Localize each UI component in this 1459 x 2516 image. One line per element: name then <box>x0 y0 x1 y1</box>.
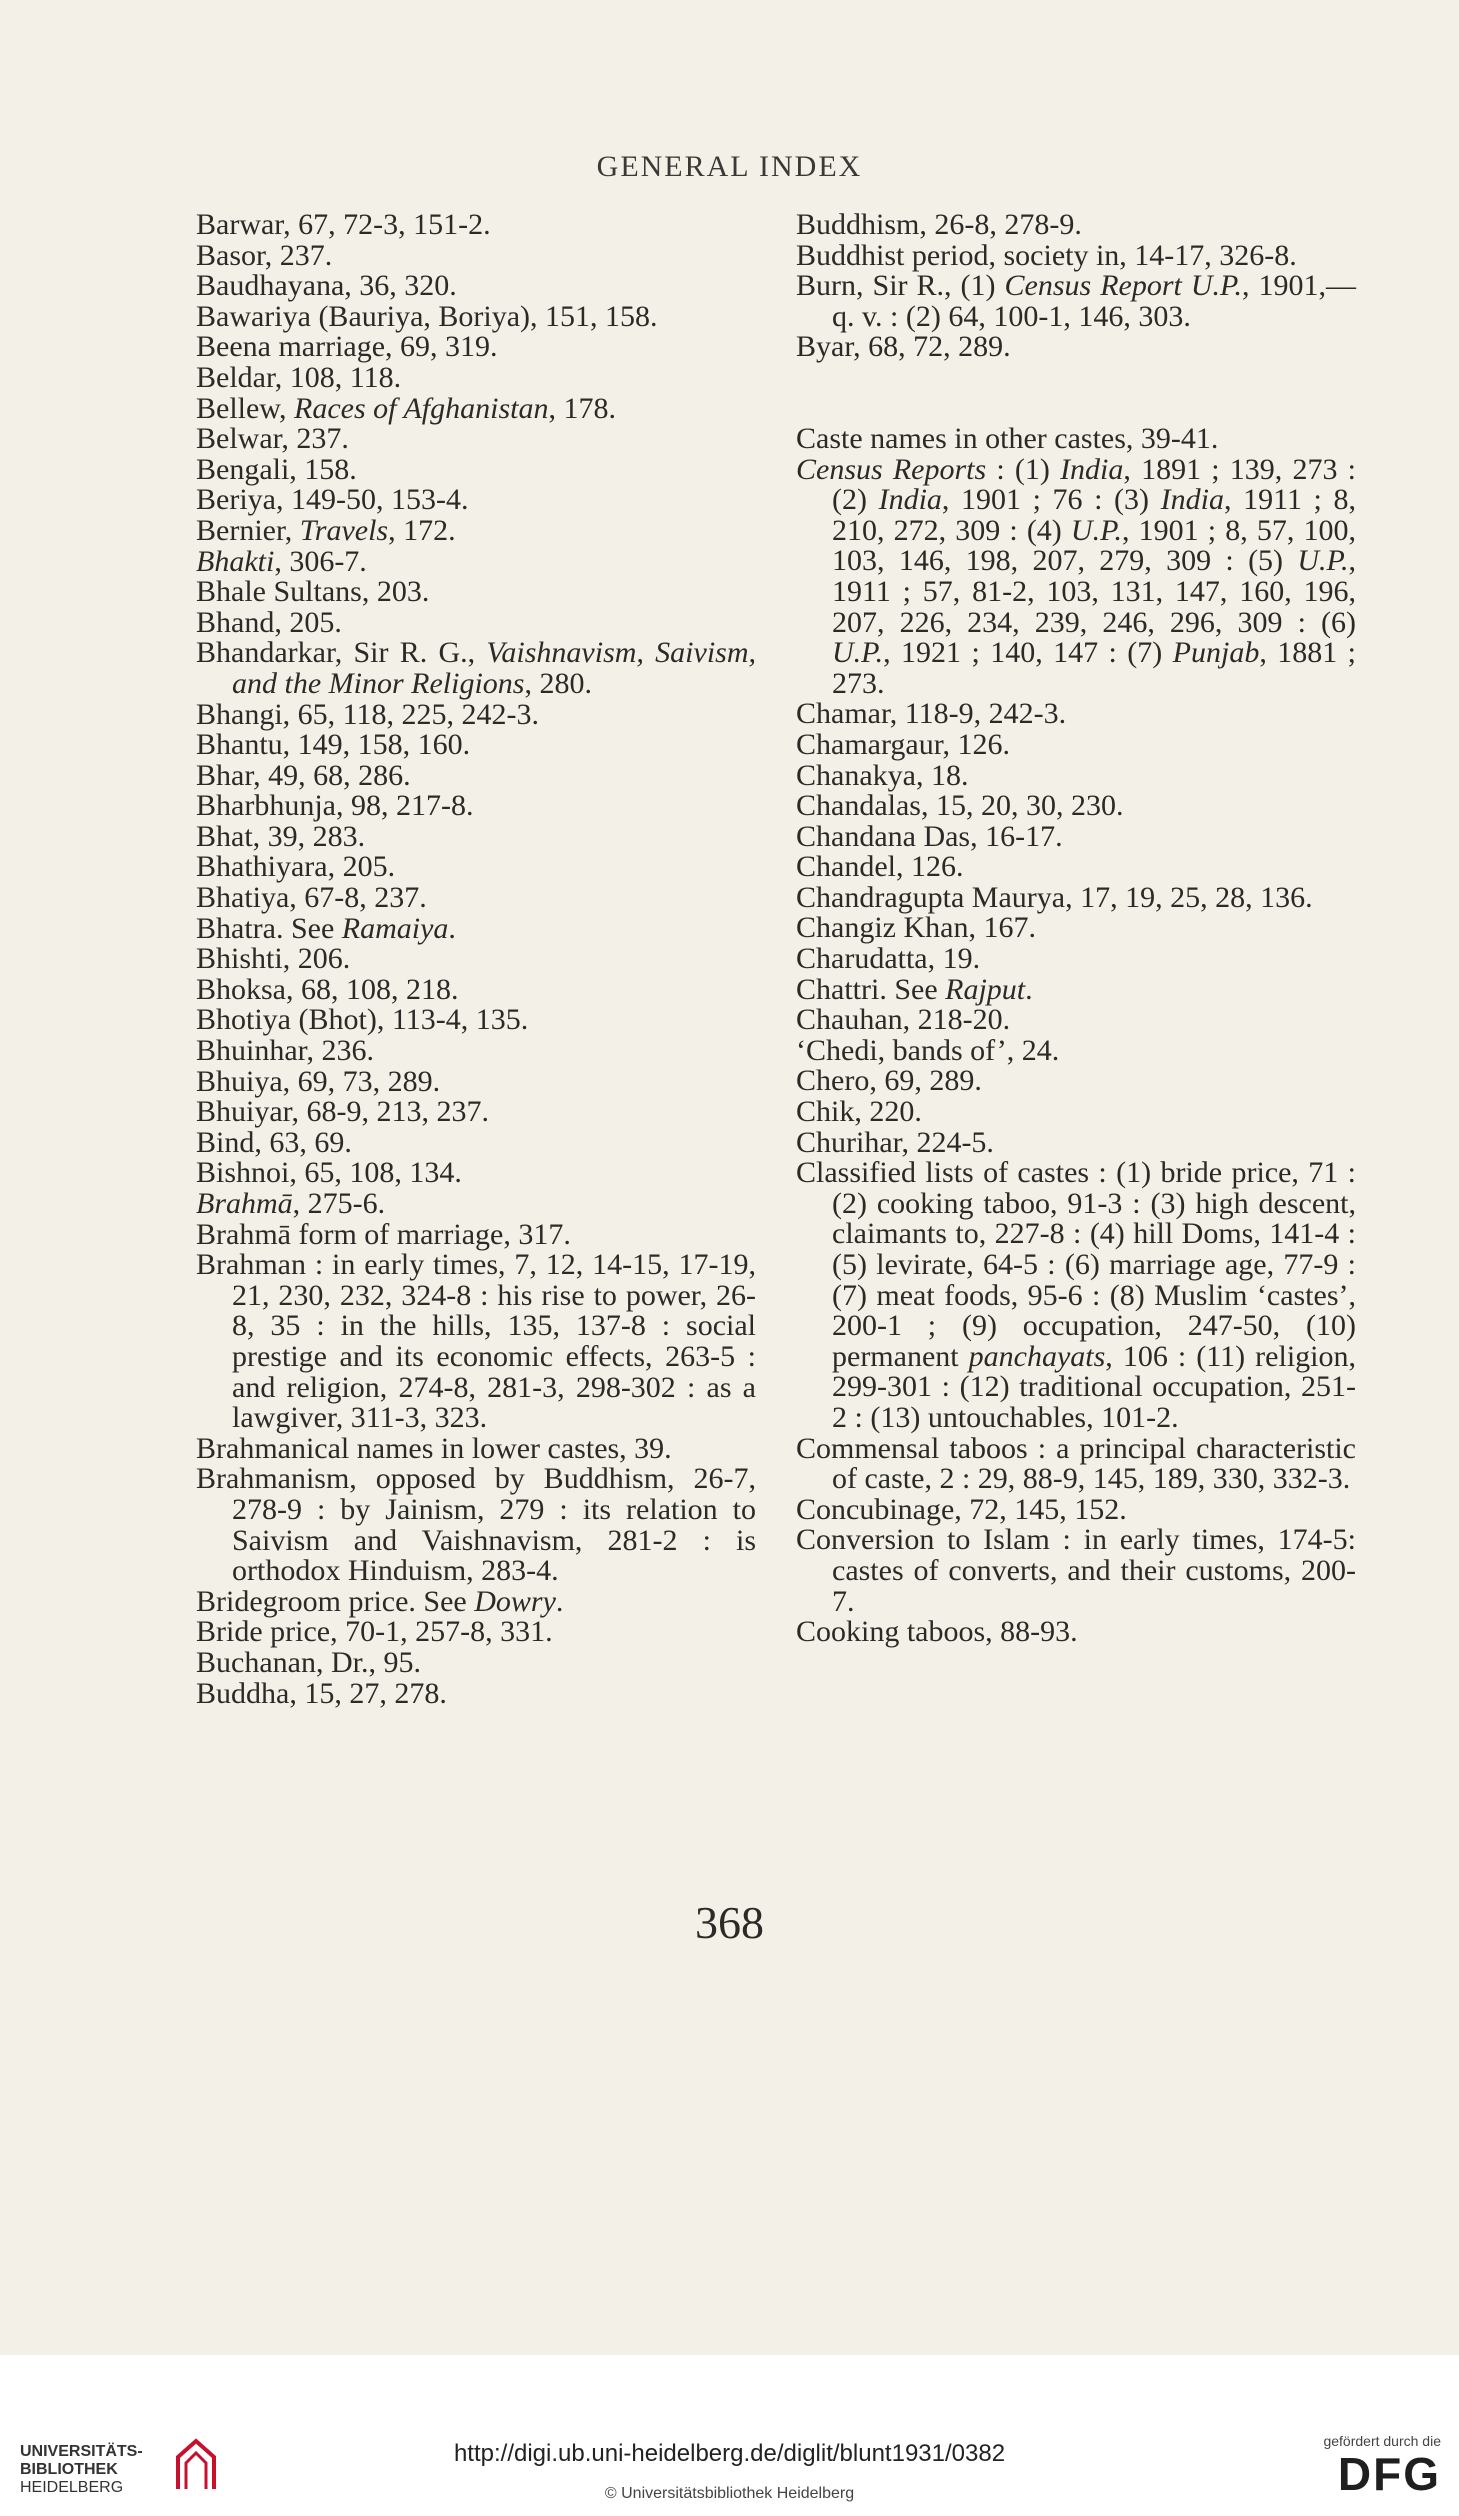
index-entry: Chanakya, 18. <box>796 758 969 792</box>
index-entry: Beldar, 108, 118. <box>196 360 402 394</box>
index-entry: Belwar, 237. <box>196 422 349 456</box>
index-entry: Bhuinhar, 236. <box>196 1034 374 1068</box>
index-entry: Commensal taboos : a principal characteristic of caste, 2 : 29, 88-9, 145, 189, 330, 332-3. <box>796 1431 1356 1496</box>
index-entry: Baudhayana, 36, 320. <box>196 269 457 303</box>
index-column-left <box>196 210 756 1709</box>
index-entry: Brahmā, 275-6. <box>196 1187 386 1220</box>
document-url-link[interactable]: http://digi.ub.uni-heidelberg.de/diglit/blunt1931/0382 <box>453 2440 1006 2467</box>
copyright-notice: © Universitätsbibliothek Heidelberg <box>604 2485 855 2502</box>
index-entry: Chandana Das, 16-17. <box>796 819 1063 853</box>
index-entry: Barwar, 67, 72-3, 151-2. <box>196 208 491 241</box>
index-entry: Buchanan, Dr., 95. <box>196 1645 421 1679</box>
index-entry: Bhandarkar, Sir R. G., Vaishnavism, Saivism, and the Minor Religions, 280. <box>196 636 756 700</box>
index-entry: Bharbhunja, 98, 217-8. <box>196 789 474 823</box>
funder-logo <box>1291 2433 1441 2508</box>
index-entry: Buddha, 15, 27, 278. <box>196 1676 447 1710</box>
library-name-line1: UNIVERSITÄTS- <box>20 2443 143 2460</box>
index-entry: Bhuiya, 69, 73, 289. <box>196 1064 441 1098</box>
index-entry: Bind, 63, 69. <box>196 1125 352 1159</box>
index-entry: Concubinage, 72, 145, 152. <box>796 1492 1127 1526</box>
index-entry: Bride price, 70-1, 257-8, 331. <box>196 1615 553 1649</box>
library-name-line3: HEIDELBERG <box>20 2479 124 2496</box>
index-entry: Chattri. See Rajput. <box>796 972 1033 1006</box>
index-entry: Chauhan, 218-20. <box>796 1003 1011 1037</box>
index-entry: Bhishti, 206. <box>196 942 351 976</box>
index-entry: Churihar, 224-5. <box>796 1125 994 1159</box>
index-entry: Beriya, 149-50, 153-4. <box>196 483 469 517</box>
index-entry: Bawariya (Bauriya, Boriya), 151, 158. <box>196 299 658 333</box>
index-entry: Beena marriage, 69, 319. <box>196 330 498 364</box>
index-entry: Chamargaur, 126. <box>796 727 1011 761</box>
index-entry: Buddhist period, society in, 14-17, 326-8. <box>796 238 1297 272</box>
footer-bar <box>0 2355 1459 2516</box>
index-entry: Conversion to Islam : in early times, 174-5: castes of converts, and their customs, 200-7. <box>796 1523 1356 1618</box>
index-entry: Bhatra. See Ramaiya. <box>196 911 456 945</box>
index-entry: Brahmanism, opposed by Buddhism, 26-7, 278-9 : by Jainism, 279 : its relation to Saivism and Vaishnavism, 281-2 : is orthodox Hinduism, 283-4. <box>196 1462 756 1588</box>
index-entry: Bhatiya, 67-8, 237. <box>196 881 427 915</box>
index-entry: Brahman : in early times, 7, 12, 14-15, 17-19, 21, 230, 232, 324-8 : his rise to power, 26-8, 35 : in the hills, 135, 137-8 : social prestige and its economic effects, 263-5 : and religion, 274-8, 281-3, 298-302 : as a lawgiver, 311-3, 323. <box>196 1248 756 1435</box>
index-entry: Charudatta, 19. <box>796 942 981 976</box>
library-name-line2: BIBLIOTHEK <box>20 2461 118 2478</box>
page-number: 368 <box>695 1897 764 1948</box>
index-entry: Chandragupta Maurya, 17, 19, 25, 28, 136. <box>796 880 1313 914</box>
index-block-b <box>796 210 1356 363</box>
index-entry: Byar, 68, 72, 289. <box>796 330 1011 364</box>
index-entry: Bhantu, 149, 158, 160. <box>196 728 471 762</box>
index-block-c <box>796 421 1356 1649</box>
index-entry: Bhathiyara, 205. <box>196 850 396 884</box>
index-entry: Brahmanical names in lower castes, 39. <box>196 1431 672 1465</box>
index-entry: Census Reports : (1) India, 1891 ; 139, 273 : (2) India, 1901 ; 76 : (3) India, 1911 ; 8, 210, 272, 309 : (4) U.P., 1901 ; 8, 57, 100, 103, 146, 198, 207, 279, 309 : (5) U.P., 1911 ; 57, 81-2, 103, 131, 147, 160, 196, 207, 226, 234, 239, 246, 296, 309 : (6) U.P., 1921 ; 140, 147 : (7) Punjab, 1881 ; 273. <box>796 452 1356 700</box>
index-entry: Chamar, 118-9, 242-3. <box>796 697 1067 731</box>
index-entry: Basor, 237. <box>196 238 333 272</box>
index-entry: Bhuiyar, 68-9, 213, 237. <box>196 1095 489 1129</box>
index-entry: Bernier, Travels, 172. <box>196 513 456 547</box>
index-entry: Bhand, 205. <box>196 605 342 639</box>
index-entry: ‘Chedi, bands of’, 24. <box>796 1033 1060 1067</box>
index-entry: Changiz Khan, 167. <box>796 911 1036 945</box>
index-entry: Chandel, 126. <box>796 850 964 884</box>
index-entry: Bhat, 39, 283. <box>196 819 366 853</box>
index-column-right <box>796 210 1356 1648</box>
index-entry: Bishnoi, 65, 108, 134. <box>196 1156 462 1190</box>
index-entry: Buddhism, 26-8, 278-9. <box>796 208 1082 241</box>
index-entry: Cooking taboos, 88-93. <box>796 1615 1078 1649</box>
index-entry: Bhotiya (Bhot), 113-4, 135. <box>196 1003 529 1037</box>
index-entry: Brahmā form of marriage, 317. <box>196 1217 571 1251</box>
index-entry: Bhar, 49, 68, 286. <box>196 758 411 792</box>
index-entry: Chero, 69, 289. <box>796 1064 982 1098</box>
section-gap <box>796 363 1356 424</box>
index-entry: Burn, Sir R., (1) Census Report U.P., 1901,—q. v. : (2) 64, 100-1, 146, 303. <box>796 269 1357 333</box>
index-entry: Chandalas, 15, 20, 30, 230. <box>796 789 1124 823</box>
index-entry: Bellew, Races of Afghanistan, 178. <box>196 391 616 425</box>
index-entry: Bhakti, 306-7. <box>196 544 367 578</box>
index-entry: Chik, 220. <box>796 1095 922 1129</box>
index-entry: Bridegroom price. See Dowry. <box>196 1584 564 1618</box>
funding-note: gefördert durch die <box>1323 2433 1441 2449</box>
index-entry: Caste names in other castes, 39-41. <box>796 421 1219 455</box>
index-entry: Bhale Sultans, 203. <box>196 575 430 609</box>
page-header: GENERAL INDEX <box>596 150 863 183</box>
index-entry: Bhangi, 65, 118, 225, 242-3. <box>196 697 540 731</box>
index-entry: Classified lists of castes : (1) bride price, 71 : (2) cooking taboo, 91-3 : (3) high descent, claimants to, 227-8 : (4) hill Doms, 141-4 : (5) levirate, 64-5 : (6) marriage age, 77-9 : (7) meat foods, 95-6 : (8) Muslim ‘castes’, 200-1 ; (9) occupation, 247-50, (10) permanent panchayats, 106 : (11) religion, 299-301 : (12) traditional occupation, 251-2 : (13) untouchables, 101-2. <box>796 1156 1356 1434</box>
dfg-logo-icon: DFG <box>1337 2448 1441 2500</box>
index-entry: Bhoksa, 68, 108, 218. <box>196 972 459 1006</box>
index-entry: Bengali, 158. <box>196 452 357 486</box>
